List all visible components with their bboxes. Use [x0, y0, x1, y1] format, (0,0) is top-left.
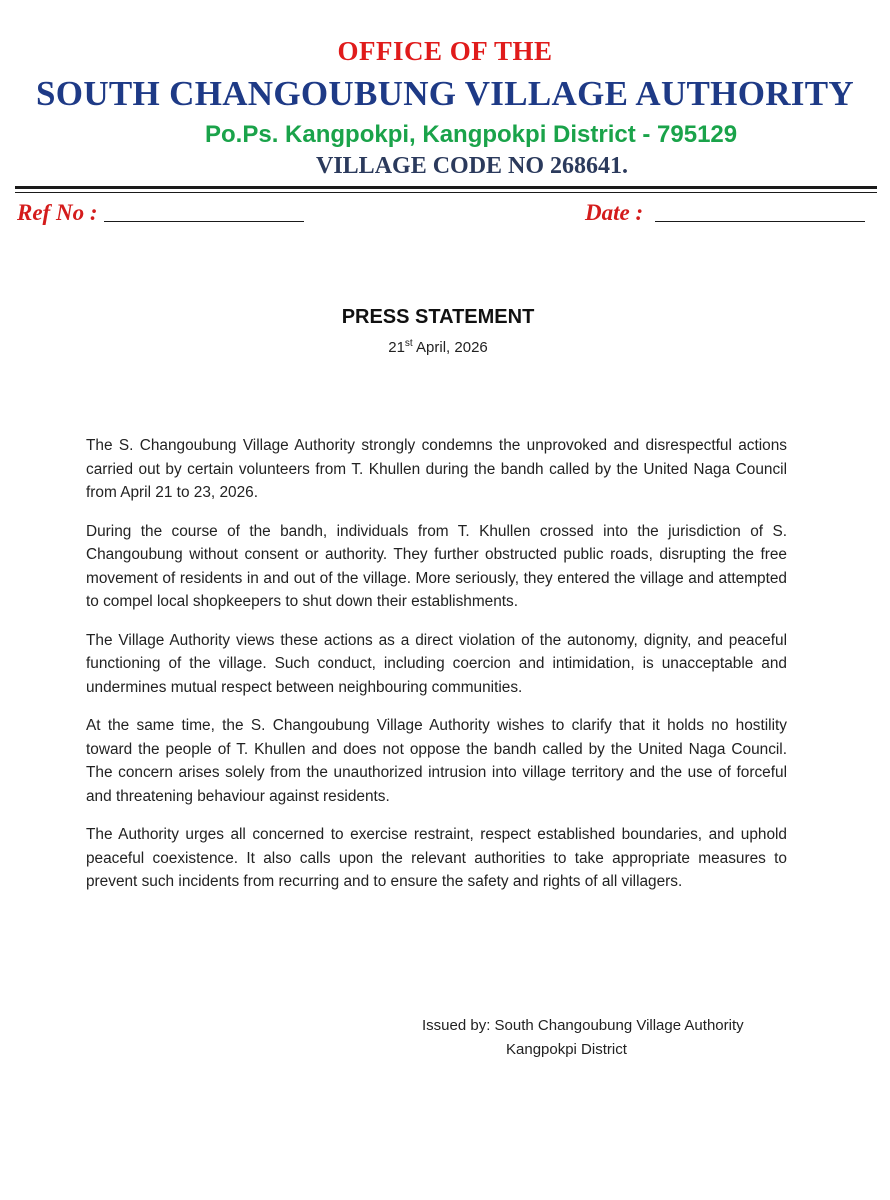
ref-no-label: Ref No : [17, 200, 98, 225]
letterhead-divider-thin [15, 192, 877, 193]
issued-by-block [422, 1014, 792, 1062]
date-label: Date : [585, 200, 644, 225]
statement-date-day: 21 [388, 339, 405, 356]
statement-paragraph: The Authority urges all concerned to exercise restraint, respect established boundaries, and uphold peaceful coexistence. It also calls upon the relevant authorities to take appropriate measures to prevent such incidents from recurring and to ensure the safety and rights of all villagers. [86, 826, 787, 890]
letterhead-village-code: VILLAGE CODE NO 268641. [316, 153, 629, 179]
ref-no-blank-line [104, 221, 304, 222]
statement-date [0, 339, 876, 356]
issued-district: Kangpokpi District [506, 1041, 627, 1058]
statement-title: PRESS STATEMENT [341, 306, 535, 328]
statement-date-suffix: st [404, 338, 413, 349]
letterhead-authority-name: SOUTH CHANGOUBUNG VILLAGE AUTHORITY [36, 74, 854, 113]
statement-paragraph: The Village Authority views these actions as a direct violation of the autonomy, dignity, and peaceful functioning of the village. Such conduct, including coercion and intimidation, is unacceptable and undermines mutual respect between neighbouring communities. [86, 631, 787, 696]
statement-date-rest: April, 2026 [412, 339, 488, 356]
issued-by: Issued by: South Changoubung Village Authority [422, 1017, 744, 1034]
statement-paragraph: During the course of the bandh, individuals from T. Khullen crossed into the jurisdiction of S. Changoubung without consent or authority. They further obstructed public roads, disrupting the free movement of residents in and out of the village. More seriously, they entered the village and attempted to compel local shopkeepers to shut down their establishments. [86, 522, 787, 610]
date-blank-line [655, 221, 865, 222]
letterhead-address: Po.Ps. Kangpokpi, Kangpokpi District - 795129 [205, 121, 738, 148]
letterhead-office-of: OFFICE OF THE [337, 36, 553, 66]
statement-body [86, 434, 787, 909]
statement-paragraph: At the same time, the S. Changoubung Village Authority wishes to clarify that it holds no hostility toward the people of T. Khullen and does not oppose the bandh called by the United Naga Council. The concern arises solely from the unauthorized intrusion into village territory and the use of forceful and threatening behaviour against residents. [86, 717, 787, 805]
letterhead-divider-thick [15, 186, 877, 189]
statement-paragraph: The S. Changoubung Village Authority strongly condemns the unprovoked and disrespectful actions carried out by certain volunteers from T. Khullen during the bandh called by the United Naga Council from April 21 to 23, 2026. [86, 437, 787, 501]
